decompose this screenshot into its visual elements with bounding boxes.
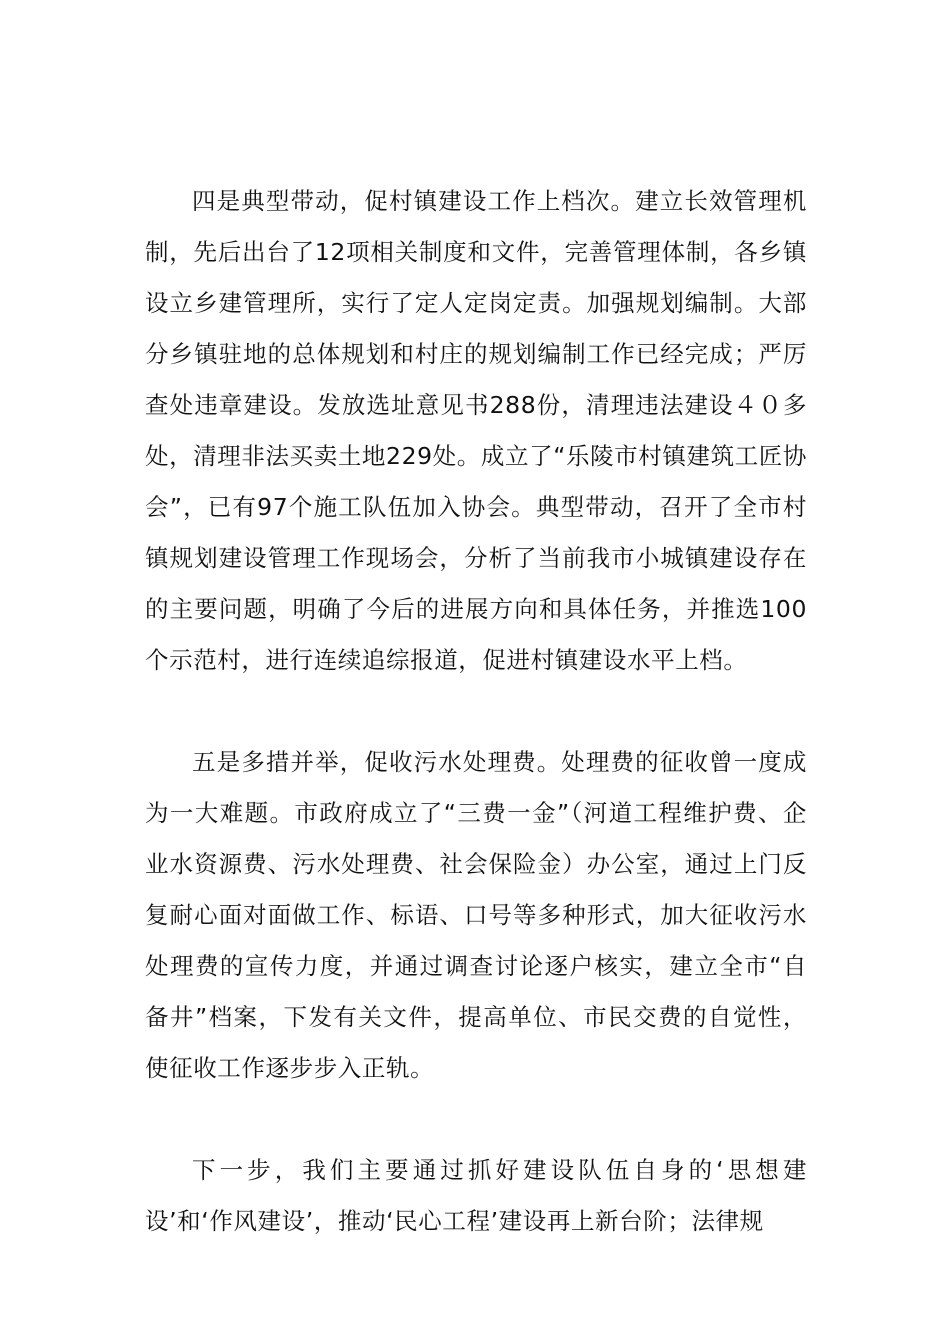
paragraph-spacer	[145, 686, 807, 737]
paragraph-spacer	[145, 1094, 807, 1145]
paragraph-typical-leadership: 四是典型带动，促村镇建设工作上档次。建立长效管理机制，先后出台了12项相关制度和文件，完善管理体制，各乡镇设立乡建管理所，实行了定人定岗定责。加强规划编制。大部分乡镇驻地的总体规划和村庄的规划编制工作已经完成；严厉查处违章建设。发放选址意见书288份，清理违法建设４０多处，清理非法买卖土地229处。成立了“乐陵市村镇建筑工匠协会”，已有97个施工队伍加入协会。典型带动，召开了全市村镇规划建设管理工作现场会，分析了当前我市小城镇建设存在的主要问题，明确了今后的进展方向和具体任务，并推选100个示范村，进行连续追综报道，促进村镇建设水平上档。	[145, 187, 807, 674]
paragraph-sewage-fee: 五是多措并举，促收污水处理费。处理费的征收曾一度成为一大难题。市政府成立了“三费一金”（河道工程维护费、企业水资源费、污水处理费、社会保险金）办公室，通过上门反复耐心面对面做工作、标语、口号等多种形式，加大征收污水处理费的宣传力度，并通过调查讨论逐户核实，建立全市“自备井”档案，下发有关文件，提高单位、市民交费的自觉性，使征收工作逐步步入正轨。	[145, 748, 807, 1082]
document-body	[145, 176, 807, 1247]
paragraph-next-steps: 下一步，我们主要通过抓好建设队伍自身的‘思想建设’和‘作风建设’，推动‘民心工程’建设再上新台阶；法律规	[145, 1156, 807, 1235]
